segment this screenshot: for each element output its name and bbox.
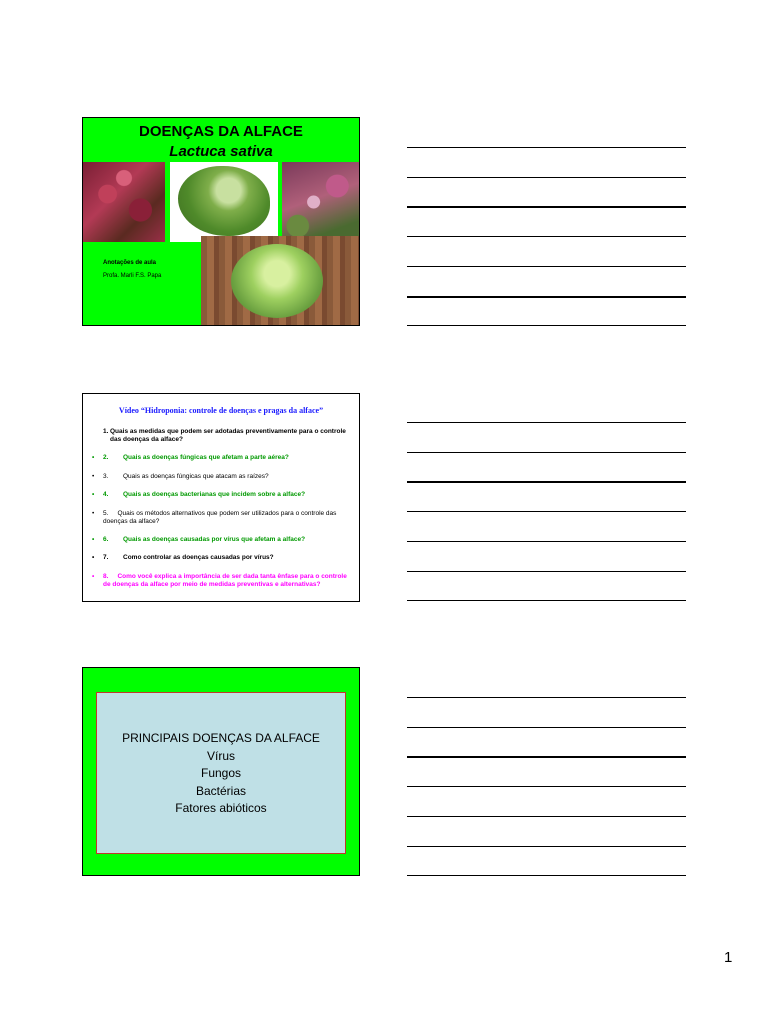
note-line (407, 236, 686, 237)
note-line (407, 727, 686, 728)
green-lettuce-photo (170, 162, 278, 242)
slide-1 (82, 117, 360, 326)
question-item: 1. Quais as medidas que podem ser adotadas preventivamente para o controle das doenças da alface? (103, 428, 346, 443)
slide-3 (82, 667, 360, 876)
question-item: • 8. Como você explica a importância de ser dada tanta ênfase para o controle de doenças da alface por meio de medidas preventivas e alternativas? (92, 573, 347, 588)
note-line (407, 452, 686, 453)
note-line (407, 266, 686, 267)
note-line (407, 846, 686, 847)
note-line (407, 296, 686, 298)
note-line (407, 206, 686, 208)
disease-item: Fungos (200, 766, 242, 780)
question-item: • 2. Quais as doenças fúngicas que afetam a parte aérea? (92, 454, 289, 461)
purple-lettuce-photo (282, 162, 360, 242)
note-line (407, 875, 686, 876)
note-line (407, 756, 686, 758)
curly-lettuce-photo (201, 236, 360, 326)
note-line (407, 511, 686, 512)
disease-item: Vírus (206, 748, 235, 763)
question-item: • 3. Quais as doenças fúngicas que atacam as raízes? (92, 473, 269, 480)
note-line (407, 816, 686, 817)
note-line (407, 177, 686, 178)
slide-1-subtitle: Lactuca sativa (169, 143, 273, 160)
note-line (407, 422, 686, 423)
slide-3-title: PRINCIPAIS DOENÇAS DA ALFACE (122, 731, 320, 745)
slide-2 (82, 393, 360, 602)
note-line (407, 786, 686, 787)
note-line (407, 697, 686, 698)
note-line (407, 147, 686, 148)
question-item: • 7. Como controlar as doenças causadas por vírus? (92, 554, 274, 561)
notes-label: Anotações de aula (103, 260, 157, 266)
author-label: Profa. Marli F.S. Papa (103, 273, 162, 279)
note-line (407, 571, 686, 572)
note-line (407, 325, 686, 326)
page-number: 1 (724, 949, 733, 966)
question-item: • 5. Quais os métodos alternativos que podem ser utilizados para o controle das doenças da alface? (92, 510, 337, 525)
diseases-box (96, 692, 346, 854)
note-line (407, 481, 686, 483)
disease-item: Bactérias (195, 783, 247, 798)
note-line (407, 600, 686, 601)
slide-2-title: Vídeo “Hidroponia: controle de doenças e pragas da alface” (118, 406, 324, 415)
slide-1-title: DOENÇAS DA ALFACE (139, 123, 303, 140)
disease-item: Fatores abióticos (175, 801, 267, 815)
question-item: • 4. Quais as doenças bacterianas que incidem sobre a alface? (92, 491, 306, 498)
question-item: • 6. Quais as doenças causadas por vírus que afetam a alface? (92, 536, 306, 543)
red-lettuce-photo (83, 162, 165, 242)
note-line (407, 541, 686, 542)
